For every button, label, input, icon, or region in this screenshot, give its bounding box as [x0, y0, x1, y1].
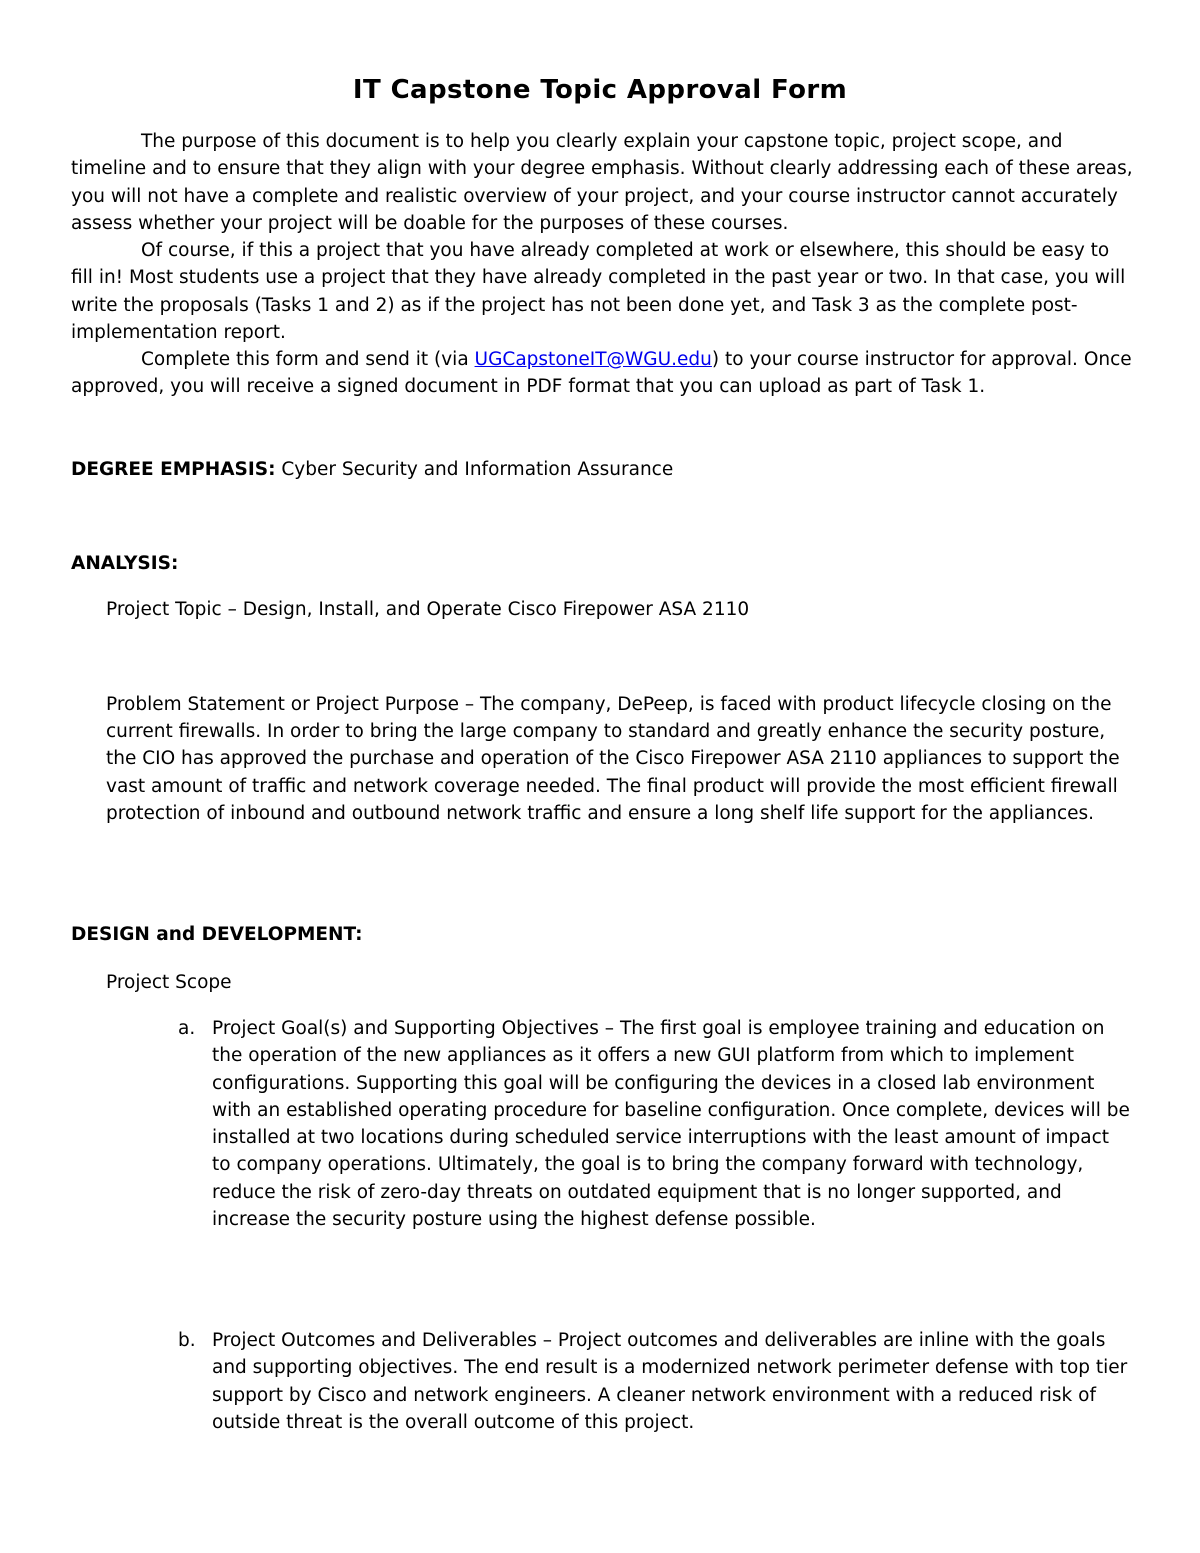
problem-statement: Problem Statement or Project Purpose – The company, DePeep, is faced with product lifecycle closing on the current firewalls. In order to bring the large company to standard and greatly enhance the security posture, the CIO has approved the purchase and operation of the Cisco Firepower ASA 2110 appliances to support the vast amount of traffic and network coverage needed. The final product will provide the most efficient firewall protection of inbound and outbound network traffic and ensure a long shelf life support for the appliances.: [106, 694, 1120, 824]
list-item-text: Project Outcomes and Deliverables – Project outcomes and deliverables are inline with the goals and supporting objectives. The end result is a modernized network perimeter defense with top tier support by Cisco and network engineers. A cleaner network environment with a reduced risk of outside threat is the overall outcome of this project.: [212, 1330, 1128, 1433]
intro-text-before-link: Complete this form and send it (via: [141, 349, 475, 370]
project-scope-label: Project Scope: [106, 972, 232, 993]
degree-emphasis-line: [71, 456, 1136, 483]
list-item-marker: b.: [178, 1330, 196, 1351]
degree-emphasis-value: Cyber Security and Information Assurance: [275, 459, 674, 480]
list-item-text: Project Goal(s) and Supporting Objectives – The first goal is employee training and education on the operation of the new appliances as it offers a new GUI platform from which to implement configurations. Supporting this goal will be configuring the devices in a closed lab environment with an established operating procedure for baseline configuration. Once complete, devices will be installed at two locations during scheduled service interruptions with the least amount of impact to company operations. Ultimately, the goal is to bring the company forward with technology, reduce the risk of zero-day threats on outdated equipment that is no longer supported, and increase the security posture using the highest defense possible.: [212, 1018, 1130, 1231]
page-title: IT Capstone Topic Approval Form: [352, 75, 848, 105]
intro-paragraph-purpose: The purpose of this document is to help you clearly explain your capstone topic, project scope, and timeline and to ensure that they align with your degree emphasis. Without clearly addressing each of these areas, you will not have a complete and realistic overview of your project, and your course instructor cannot accurately assess whether your project will be doable for the purposes of these courses.: [71, 131, 1133, 234]
analysis-heading: ANALYSIS:: [71, 553, 179, 574]
project-topic: Project Topic – Design, Install, and Operate Cisco Firepower ASA 2110: [106, 599, 750, 620]
list-item-marker: a.: [178, 1018, 196, 1039]
degree-emphasis-label: DEGREE EMPHASIS:: [71, 459, 276, 480]
intro-paragraph-of-course: Of course, if this a project that you have already completed at work or elsewhere, this should be easy to fill in! Most students use a project that they have already completed in the past year or two. In that case, you will write the proposals (Tasks 1 and 2) as if the project has not been done yet, and Task 3 as the complete post-implementation report.: [71, 240, 1126, 343]
design-heading: DESIGN and DEVELOPMENT:: [71, 924, 363, 945]
intro-text-after-link: ) to your course instructor for approval. Once approved, you will receive a signed document in PDF format that you can upload as part of Task 1.: [71, 349, 1132, 398]
intro-paragraph-complete-form: [71, 346, 1136, 401]
email-link[interactable]: UGCapstoneIT@WGU.edu: [474, 349, 712, 370]
